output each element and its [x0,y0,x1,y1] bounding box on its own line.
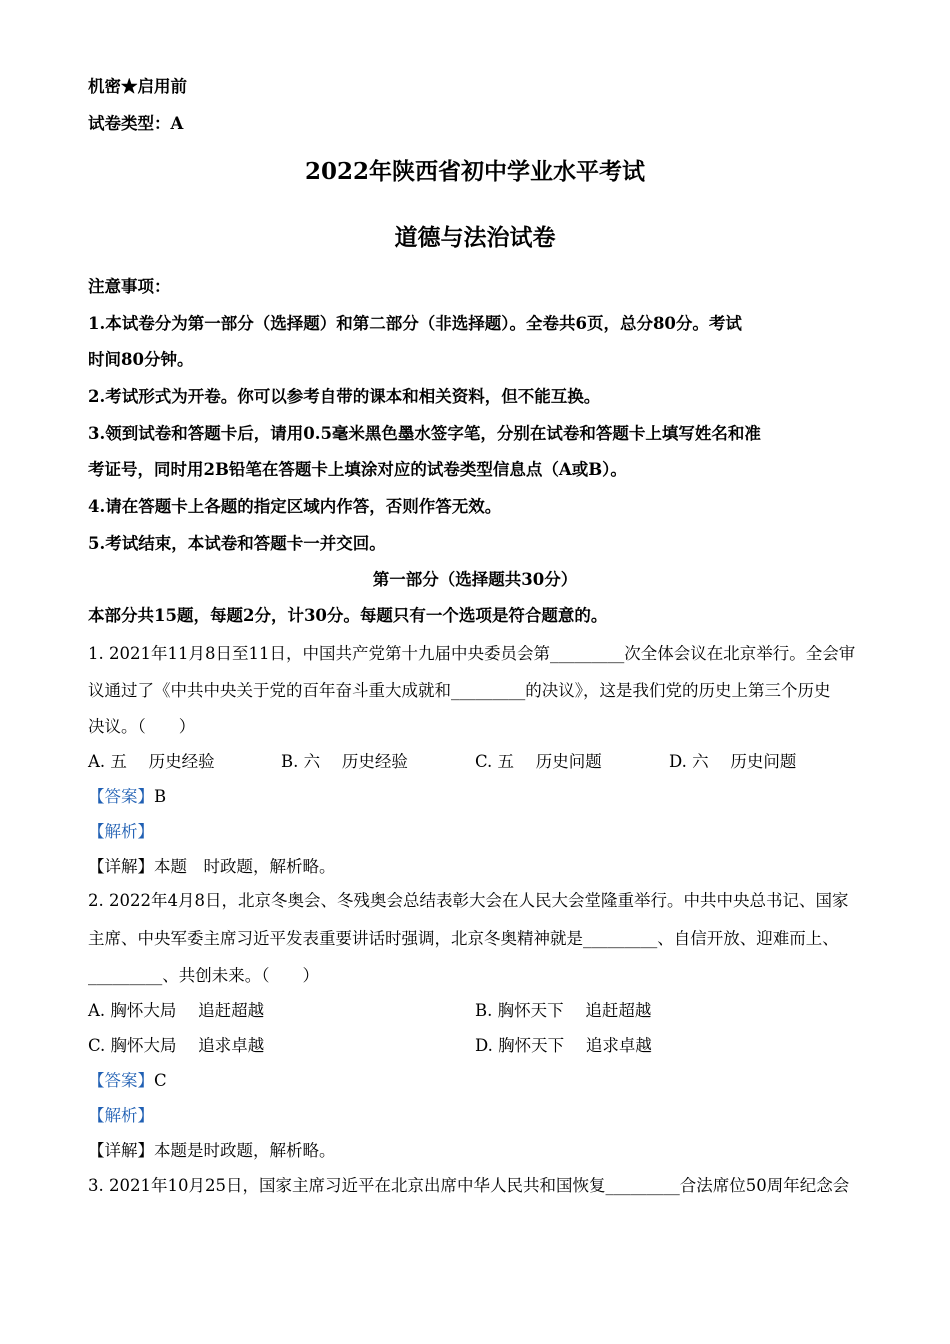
exam-title: 2022年陕西省初中学业水平考试 [304,158,645,185]
q2-option-a: A. 胸怀大局 追赶超越 [88,1001,265,1020]
exam-subtitle: 道德与法治试卷 [394,224,556,251]
q1-option-b: B. 六 历史经验 [281,752,408,771]
q2-detail: 【详解】本题是时政题，解析略。 [88,1141,336,1160]
answer-tag: 【答案】 [88,787,154,806]
q1-analysis-tag: 【解析】 [88,822,154,841]
q2-line-2: 主席、中央军委主席习近平发表重要讲话时强调，北京冬奥精神就是_________、自信开放、迎难而上、 [88,929,839,948]
note-5: 5.考试结束，本试卷和答题卡一并交回。 [88,534,386,553]
part1-description: 本部分共15题，每题2分，计30分。每题只有一个选项是符合题意的。 [88,606,608,625]
q1-answer [88,789,166,806]
q1-option-c: C. 五 历史问题 [475,752,602,771]
q1-line-3: 决议。（ ） [88,717,196,736]
q2-option-c: C. 胸怀大局 追求卓越 [88,1036,265,1055]
answer-value: B [154,787,167,806]
q1-option-a: A. 五 历史经验 [88,752,215,771]
notes-heading: 注意事项： [88,277,171,296]
note-1-line-1: 1.本试卷分为第一部分（选择题）和第二部分（非选择题）。全卷共6页，总分80分。考试 [88,314,742,333]
q2-line-1: 2. 2022年4月8日，北京冬奥会、冬残奥会总结表彰大会在人民大会堂隆重举行。中共中央总书记、国家 [88,891,849,910]
answer-tag: 【答案】 [88,1071,154,1090]
q2-option-b: B. 胸怀天下 追赶超越 [475,1001,652,1020]
q1-line-2: 议通过了《中共中央关于党的百年奋斗重大成就和_________的决议》，这是我们党的历史上第三个历史 [88,681,831,700]
paper-type-label: 试卷类型：A [88,114,184,133]
q3-line-1: 3. 2021年10月25日，国家主席习近平在北京出席中华人民共和国恢复_________合法席位50周年纪念会 [88,1176,850,1195]
answer-value: C [154,1071,167,1090]
q2-analysis-tag: 【解析】 [88,1106,154,1125]
note-1-line-2: 时间80分钟。 [88,350,194,369]
note-4: 4.请在答题卡上各题的指定区域内作答，否则作答无效。 [88,497,502,516]
note-3-line-2: 考证号，同时用2B铅笔在答题卡上填涂对应的试卷类型信息点（A或B）。 [88,460,627,479]
part1-heading: 第一部分（选择题共30分） [372,570,578,589]
q1-line-1: 1. 2021年11月8日至11日，中国共产党第十九届中央委员会第_________次全体会议在北京举行。全会审 [88,644,856,663]
q2-option-d: D. 胸怀天下 追求卓越 [475,1036,652,1055]
note-3-line-1: 3.领到试卷和答题卡后，请用0.5毫米黑色墨水签字笔，分别在试卷和答题卡上填写姓名和准 [88,424,761,443]
q1-detail: 【详解】本题 时政题，解析略。 [88,857,336,876]
confidential-label: 机密★启用前 [88,77,187,96]
q2-line-3: _________、共创未来。（ ） [88,966,319,985]
note-2: 2.考试形式为开卷。你可以参考自带的课本和相关资料，但不能互换。 [88,387,601,406]
q1-option-d: D. 六 历史问题 [669,752,797,771]
q2-answer [88,1073,167,1090]
